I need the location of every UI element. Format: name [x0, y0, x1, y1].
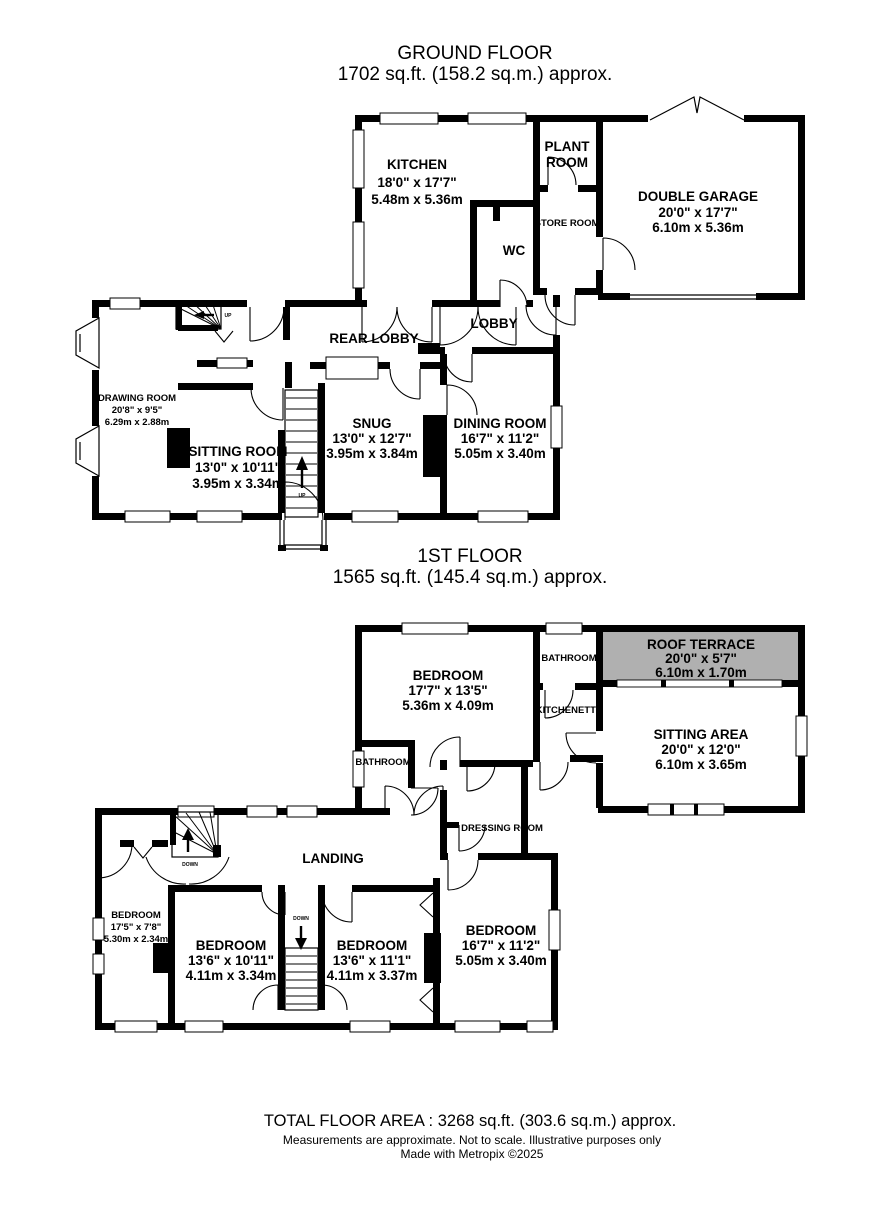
bedroom-main-dims-imperial: 17'7" x 13'5": [408, 683, 488, 698]
dining-room-dims-metric: 5.05m x 3.40m: [454, 446, 546, 461]
bedroom-small-dims-metric: 5.30m x 2.34m: [103, 934, 169, 945]
plant-room-name-line1: PLANT: [544, 139, 590, 154]
ground-floor-title: GROUND FLOOR: [397, 43, 553, 64]
kitchen-dims-metric: 5.48m x 5.36m: [371, 192, 463, 207]
bathroom-ensuite-name: BATHROOM: [541, 653, 597, 664]
kitchen-name: KITCHEN: [387, 157, 447, 172]
bathroom-name: BATHROOM: [355, 757, 411, 768]
bedroom2-dims-imperial: 13'6" x 10'11": [187, 953, 275, 968]
bedroom-small-name: BEDROOM: [111, 910, 161, 921]
snug-name: SNUG: [352, 416, 392, 431]
credit-text: Made with Metropix ©2025: [400, 1147, 544, 1161]
store-room-name: STORE ROOM: [534, 218, 600, 229]
first-floor-title: 1ST FLOOR: [417, 546, 523, 567]
garage-dims-imperial: 20'0" x 17'7": [658, 205, 738, 220]
snug-dims-imperial: 13'0" x 12'7": [332, 431, 412, 446]
bedroom4-dims-metric: 5.05m x 3.40m: [455, 953, 547, 968]
bedroom3-name: BEDROOM: [336, 938, 408, 953]
sitting-area-dims-imperial: 20'0" x 12'0": [661, 742, 741, 757]
sitting-area-name: SITTING AREA: [653, 727, 749, 742]
gf-corner-stairs-up-label: UP: [224, 313, 232, 319]
ground-floor-area: 1702 sq.ft. (158.2 sq.m.) approx.: [337, 64, 613, 85]
bedroom3-dims-metric: 4.11m x 3.37m: [326, 968, 418, 983]
sitting-area-dims-metric: 6.10m x 3.65m: [655, 757, 747, 772]
dining-room-name: DINING ROOM: [453, 416, 547, 431]
bedroom-small-dims-imperial: 17'5" x 7'8": [110, 922, 162, 933]
landing-name: LANDING: [302, 851, 364, 866]
drawing-room-name: DRAWING ROOM: [97, 393, 177, 404]
bedroom-main-name: BEDROOM: [412, 668, 484, 683]
roof-terrace-dims-imperial: 20'0" x 5'7": [665, 651, 737, 666]
bedroom2-name: BEDROOM: [195, 938, 267, 953]
garage-dims-metric: 6.10m x 5.36m: [652, 220, 744, 235]
ff-corner-stairs-down-label: DOWN: [182, 862, 198, 868]
roof-terrace-dims-metric: 6.10m x 1.70m: [655, 665, 747, 680]
wc-name: WC: [502, 243, 526, 258]
drawing-room-dims-metric: 6.29m x 2.88m: [104, 417, 170, 428]
first-floor-area: 1565 sq.ft. (145.4 sq.m.) approx.: [332, 567, 608, 588]
snug-dims-metric: 3.95m x 3.84m: [326, 446, 418, 461]
sitting-room-dims-metric: 3.95m x 3.34m: [192, 476, 284, 491]
ff-main-stairs-down-label: DOWN: [293, 916, 309, 922]
dining-room-dims-imperial: 16'7" x 11'2": [460, 431, 540, 446]
gf-main-stairs-up-label: UP: [298, 493, 306, 499]
kitchenette-name: KITCHENETTE: [535, 705, 603, 716]
sitting-room-name: SITTING ROOM: [188, 444, 288, 459]
disclaimer-text: Measurements are approximate. Not to scale. Illustrative purposes only: [282, 1133, 662, 1147]
kitchen-dims-imperial: 18'0" x 17'7": [377, 175, 457, 190]
roof-terrace-name: ROOF TERRACE: [647, 637, 755, 652]
total-floor-area: TOTAL FLOOR AREA : 3268 sq.ft. (303.6 sq.m.) approx.: [263, 1112, 677, 1130]
bedroom2-dims-metric: 4.11m x 3.34m: [185, 968, 277, 983]
garage-name: DOUBLE GARAGE: [637, 189, 759, 204]
drawing-room-dims-imperial: 20'8" x 9'5": [111, 405, 163, 416]
bedroom4-dims-imperial: 16'7" x 11'2": [461, 938, 541, 953]
lobby-name: LOBBY: [470, 316, 518, 331]
sitting-room-dims-imperial: 13'0" x 10'11": [194, 460, 282, 475]
bedroom3-dims-imperial: 13'6" x 11'1": [332, 953, 412, 968]
dressing-room-name: DRESSING ROOM: [461, 823, 543, 834]
bedroom-main-dims-metric: 5.36m x 4.09m: [402, 698, 494, 713]
plant-room-name-line2: ROOM: [546, 155, 588, 170]
bedroom4-name: BEDROOM: [465, 923, 537, 938]
rear-lobby-name: REAR LOBBY: [329, 331, 419, 346]
